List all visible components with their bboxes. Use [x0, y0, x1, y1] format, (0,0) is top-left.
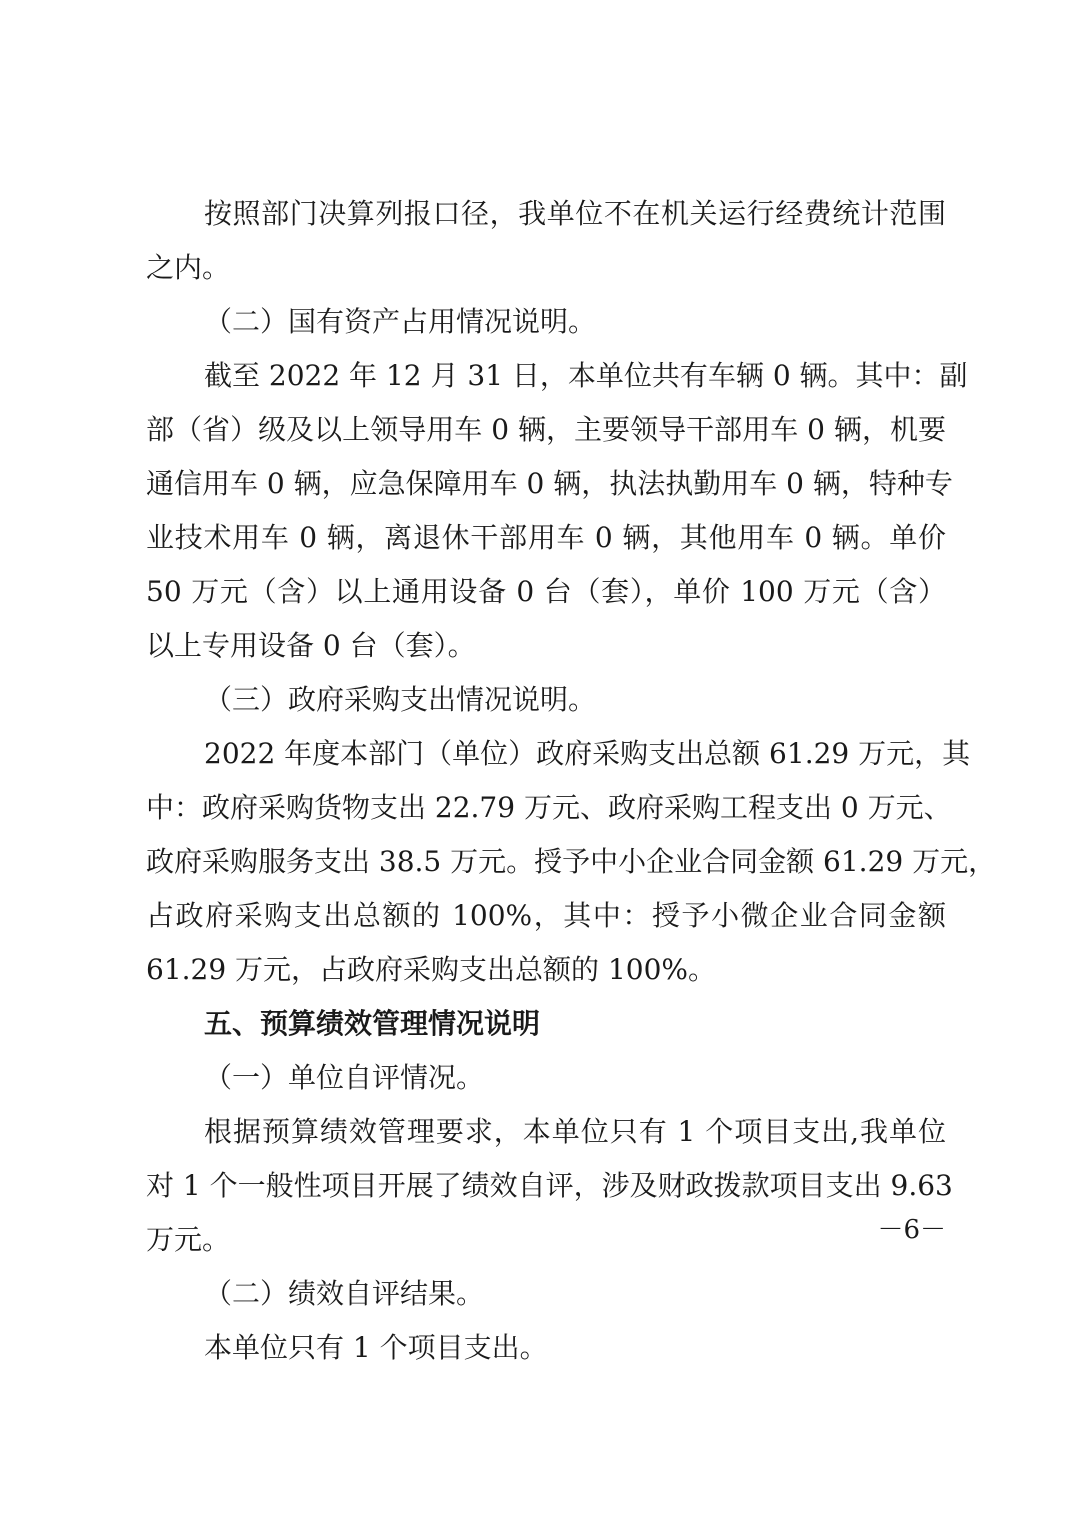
paragraph-line: 部（省）级及以上领导用车 0 辆，主要领导干部用车 0 辆，机要 — [146, 413, 946, 446]
paragraph-line: 按照部门决算列报口径，我单位不在机关运行经费统计范围 — [204, 197, 946, 230]
paragraph-line: 政府采购服务支出 38.5 万元。授予中小企业合同金额 61.29 万元， — [146, 845, 997, 878]
paragraph-line: 以上专用设备 0 台（套）。 — [146, 629, 476, 662]
chapter-heading: 五、预算绩效管理情况说明 — [204, 1007, 541, 1040]
paragraph-line: 61.29 万元，占政府采购支出总额的 100%。 — [146, 953, 717, 986]
paragraph-line: 业技术用车 0 辆，离退休干部用车 0 辆，其他用车 0 辆。单价 — [146, 521, 946, 554]
section-heading: （三）政府采购支出情况说明。 — [204, 683, 597, 716]
paragraph-line: 2022 年度本部门（单位）政府采购支出总额 61.29 万元，其 — [204, 737, 971, 770]
paragraph-line: 占政府采购支出总额的 100%，其中：授予小微企业合同金额 — [146, 899, 946, 932]
paragraph-line: 对 1 个一般性项目开展了绩效自评，涉及财政拨款项目支出 9.63 — [146, 1169, 953, 1202]
paragraph-line: 本单位只有 1 个项目支出。 — [204, 1331, 548, 1364]
section-heading: （二）绩效自评结果。 — [204, 1277, 485, 1310]
paragraph-line: 50 万元（含）以上通用设备 0 台（套），单价 100 万元（含） — [146, 575, 946, 608]
paragraph-line: 通信用车 0 辆，应急保障用车 0 辆，执法执勤用车 0 辆，特种专 — [146, 467, 953, 500]
paragraph-line: 中：政府采购货物支出 22.79 万元、政府采购工程支出 0 万元、 — [146, 791, 952, 824]
paragraph-line: 万元。 — [146, 1223, 231, 1256]
paragraph-line: 根据预算绩效管理要求，本单位只有 1 个项目支出,我单位 — [204, 1115, 946, 1148]
section-heading: （一）单位自评情况。 — [204, 1061, 485, 1094]
paragraph-line: 之内。 — [146, 251, 231, 284]
section-heading: （二）国有资产占用情况说明。 — [204, 305, 597, 338]
page-number: －6－ — [877, 1215, 946, 1245]
paragraph-line: 截至 2022 年 12 月 31 日，本单位共有车辆 0 辆。其中：副 — [204, 359, 968, 392]
